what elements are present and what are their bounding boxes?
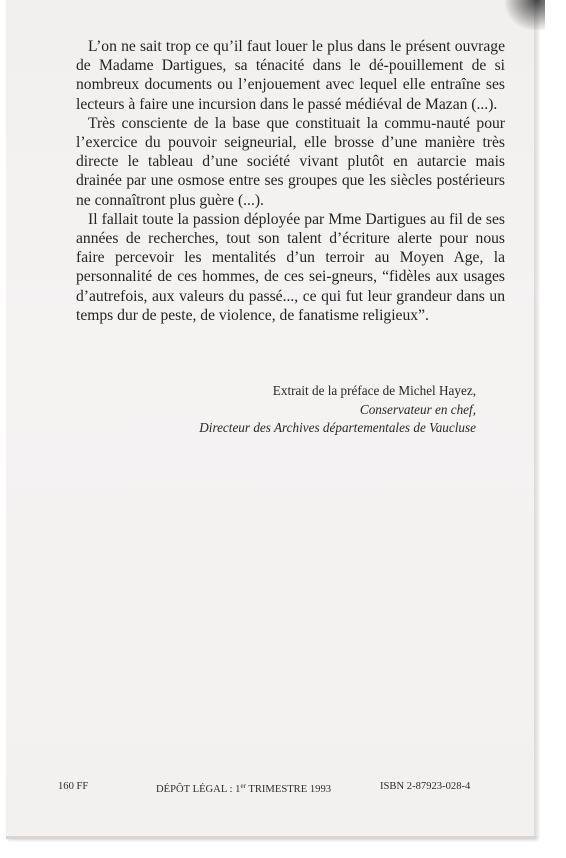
paragraph-2-part-1: Très consciente de la base que constituait la commu- — [88, 114, 437, 132]
attribution-role: Directeur des Archives départementales de Vaucluse — [199, 420, 476, 435]
paragraph-1-part-1: L’on ne sait trop ce qu’il faut louer le plus dans le présent ouvrage de Madame Dartigues, sa ténacité dans le dé- — [76, 38, 505, 75]
isbn: ISBN 2-87923-028-4 — [380, 781, 471, 792]
price: 160 FF — [58, 781, 89, 792]
paragraph-2-part-2: nauté pour l’exercice du pouvoir seigneurial, elle brosse d’une manière très directe le tableau d’une société vivant plutôt en autarcie mais drainée par une osmose entre ses groupes que les siècles postérieurs ne connaîtront plus guère (...). — [76, 114, 505, 209]
scan-shadow — [505, 0, 545, 30]
page-edge — [534, 0, 538, 836]
attribution-title: Conservateur en chef, — [359, 401, 476, 417]
legal-deposit-sup: er — [240, 782, 246, 790]
paragraph-2 — [76, 114, 505, 210]
paragraph-3-part-1: Il fallait toute la passion déployée par Mme Dartigues au fil de ses années de recherches, tout son talent d’écriture alerte pour nous faire percevoir les mentalités d’un terroir au Moyen Age, la personnalité de ces hommes, de ces sei- — [76, 210, 505, 286]
paragraph-1 — [76, 37, 505, 114]
legal-deposit-prefix: DÉPÔT LÉGAL : 1 — [156, 784, 241, 795]
legal-deposit — [156, 780, 331, 796]
preface-excerpt — [76, 37, 505, 325]
paragraph-1-part-2: pouillement de si nombreux documents ou l’enjouement avec lequel elle entraîne ses lecteurs à faire une incursion dans le passé médiéval de Mazan (...). — [76, 57, 505, 113]
page-edge-bottom — [6, 836, 536, 839]
paragraph-3 — [76, 210, 505, 325]
paragraph-3-part-2: gneurs, “fidèles aux usages d’autrefois, aux valeurs du passé..., ce qui fut leur grandeur dans un temps dur de peste, de violence, de fanatisme religieux”. — [76, 268, 505, 324]
attribution-source: Extrait de la préface de Michel Hayez, — [272, 383, 476, 398]
attribution — [150, 382, 476, 438]
legal-deposit-suffix: TRIMESTRE 1993 — [245, 784, 332, 795]
